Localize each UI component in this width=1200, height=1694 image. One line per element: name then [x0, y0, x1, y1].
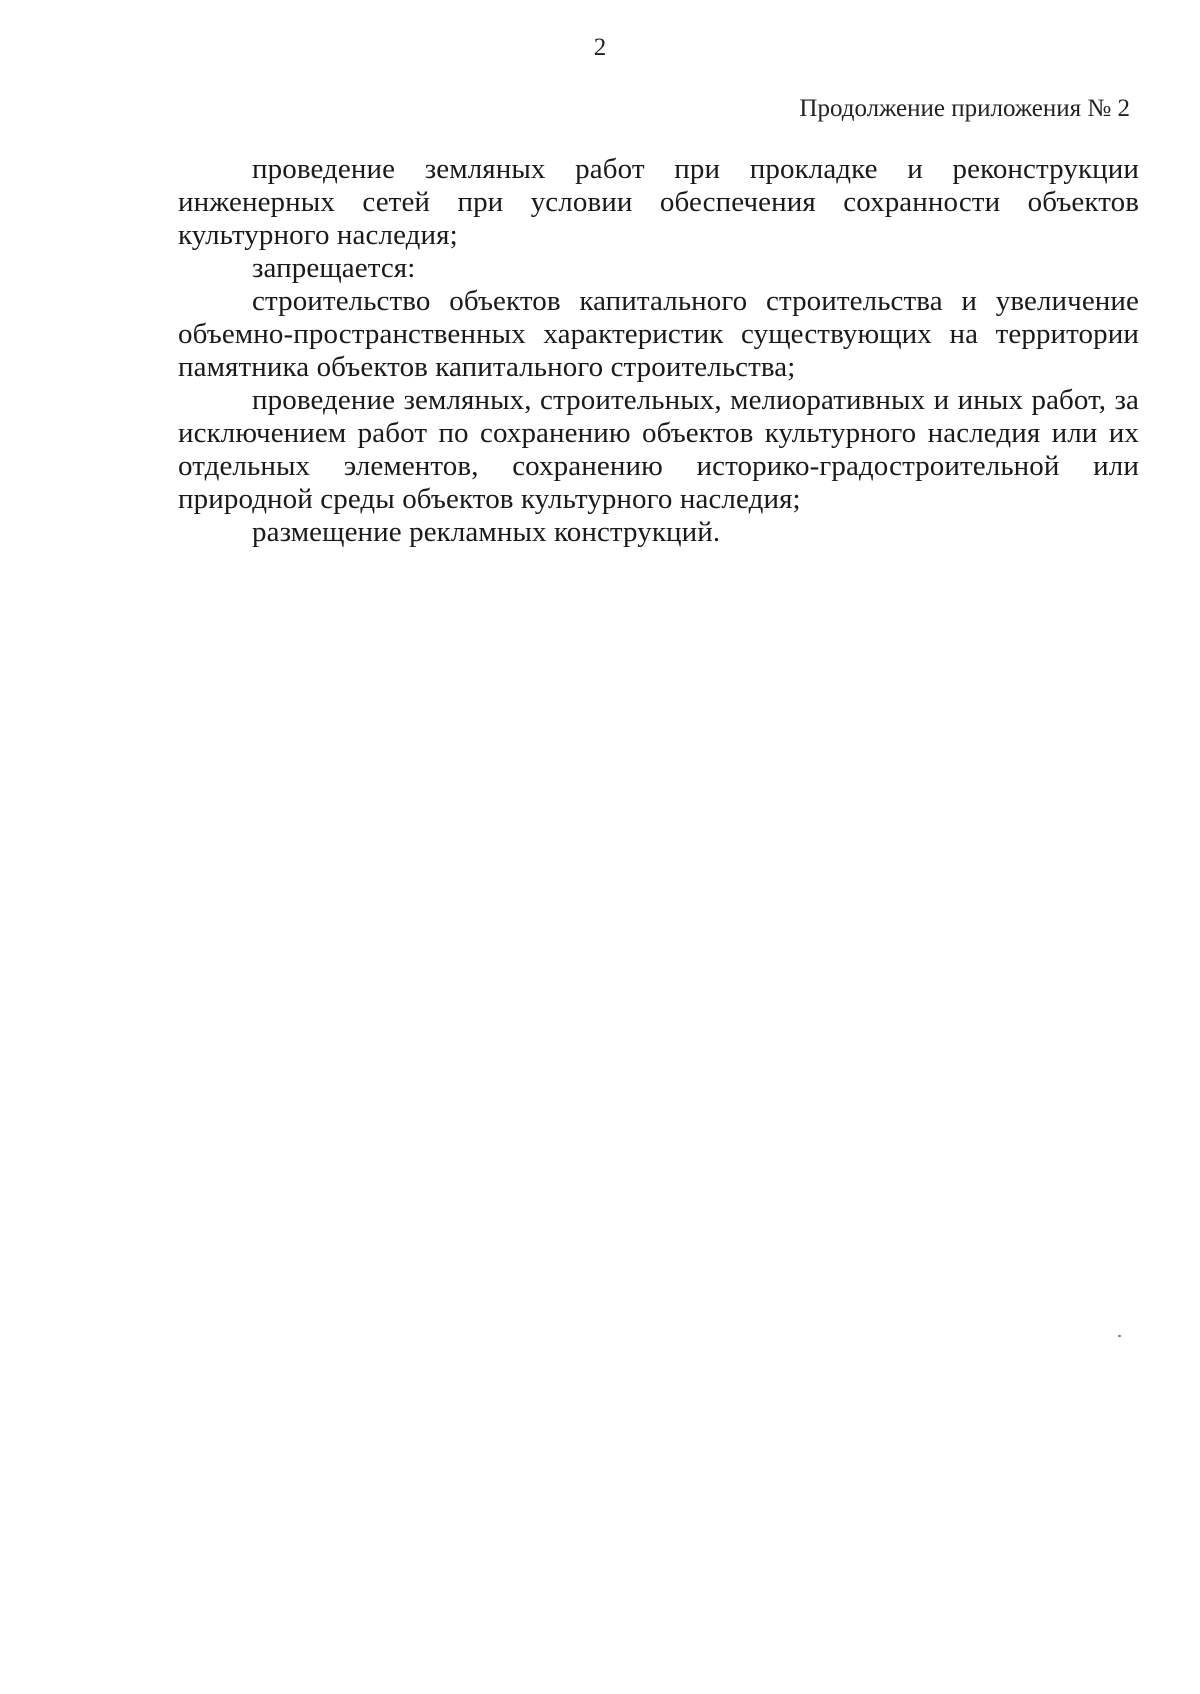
- paragraph-earthworks-utilities: проведение земляных работ при прокладке и реконструкции инженерных сетей при условии обеспечения сохранности объектов культурного наследия;: [178, 153, 1139, 251]
- scan-artifact-dot: [1118, 1335, 1121, 1337]
- paragraph-advertising-ban: размещение рекламных конструкций.: [252, 516, 721, 548]
- appendix-continuation-note: Продолжение приложения № 2: [799, 95, 1130, 122]
- paragraph-prohibited-heading: запрещается:: [252, 252, 416, 284]
- page-number: 2: [593, 34, 607, 61]
- document-body: [178, 153, 1139, 549]
- paragraph-works-ban: проведение земляных, строительных, мелиоративных и иных работ, за исключением работ по сохранению объектов культурного наследия или их отдельных элементов, сохранению историко-градостроительной или природной среды объектов культурного наследия;: [178, 384, 1139, 515]
- paragraph-construction-ban: строительство объектов капитального строительства и увеличение объемно-пространственных характеристик существующих на территории памятника объектов капитального строительства;: [178, 285, 1139, 383]
